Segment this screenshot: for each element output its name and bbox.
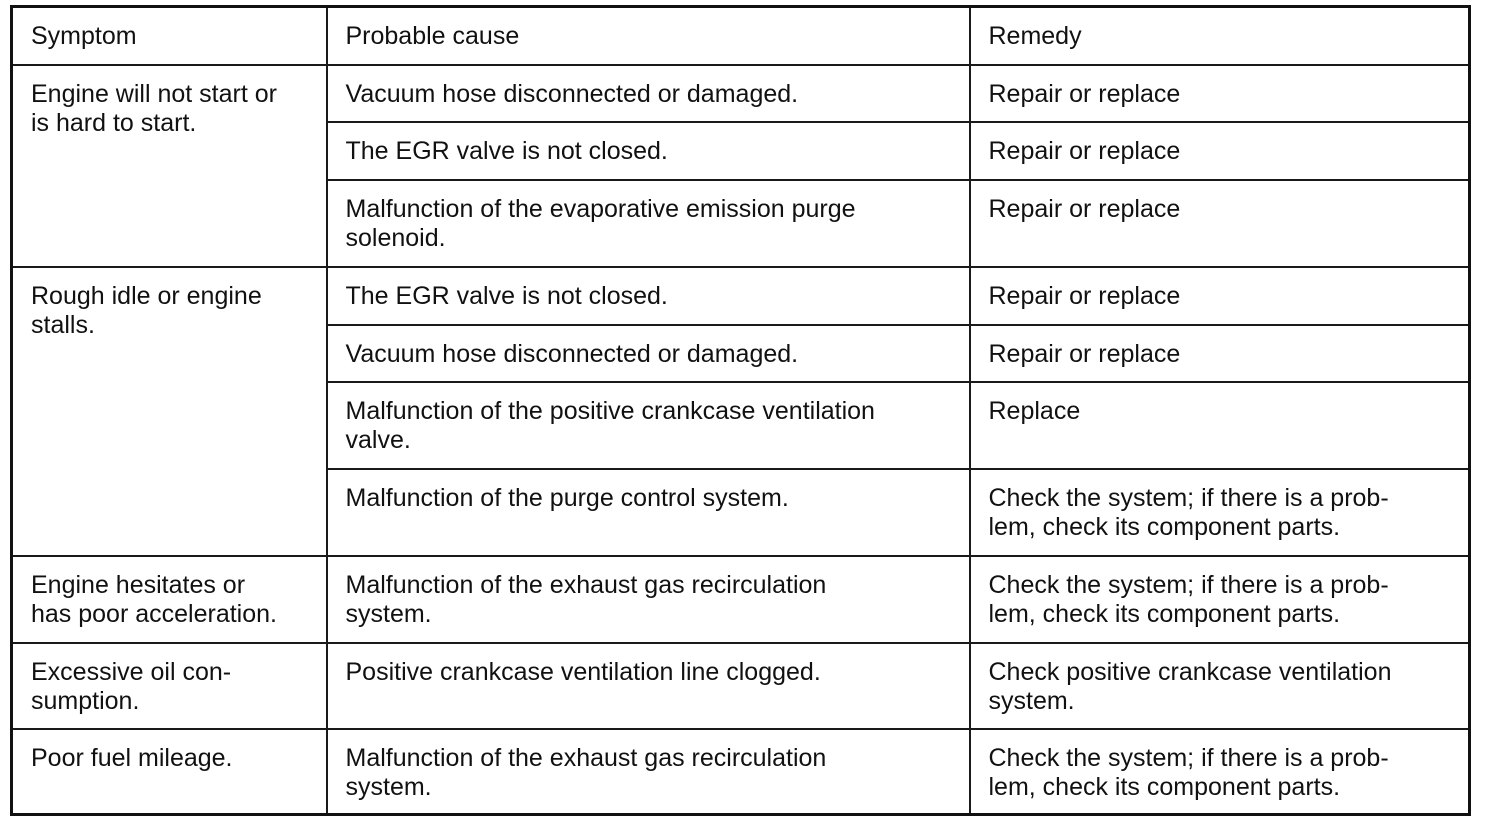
cause-cell: Vacuum hose disconnected or damaged. <box>327 65 970 122</box>
remedy-cell: Repair or replace <box>970 267 1470 325</box>
remedy-cell: Repair or replace <box>970 325 1470 382</box>
remedy-cell: Check positive crankcase ventilation system. <box>970 643 1470 729</box>
cause-cell: Malfunction of the evaporative emission purge solenoid. <box>327 180 970 267</box>
cause-cell: Malfunction of the positive crankcase ventilation valve. <box>327 382 970 469</box>
cause-cell: Positive crankcase ventilation line clogged. <box>327 643 970 729</box>
remedy-cell: Replace <box>970 382 1470 469</box>
header-probable-cause: Probable cause <box>327 7 970 65</box>
cause-cell: Malfunction of the purge control system. <box>327 469 970 556</box>
troubleshooting-table <box>10 5 1471 816</box>
symptom-cell: Excessive oil con- sumption. <box>12 643 327 729</box>
remedy-cell: Repair or replace <box>970 122 1470 180</box>
table-row <box>12 267 1470 325</box>
remedy-cell: Check the system; if there is a prob- lem, check its component parts. <box>970 469 1470 556</box>
header-remedy: Remedy <box>970 7 1470 65</box>
remedy-cell: Repair or replace <box>970 65 1470 122</box>
cause-cell: Malfunction of the exhaust gas recirculation system. <box>327 556 970 643</box>
cause-cell: Malfunction of the exhaust gas recirculation system. <box>327 729 970 815</box>
cause-cell: Vacuum hose disconnected or damaged. <box>327 325 970 382</box>
symptom-cell: Engine will not start or is hard to start. <box>12 65 327 267</box>
cause-cell: The EGR valve is not closed. <box>327 267 970 325</box>
table-row <box>12 65 1470 122</box>
table-row <box>12 643 1470 729</box>
table-row <box>12 729 1470 815</box>
remedy-cell: Repair or replace <box>970 180 1470 267</box>
remedy-cell: Check the system; if there is a prob- lem, check its component parts. <box>970 729 1470 815</box>
table-row <box>12 556 1470 643</box>
cause-cell: The EGR valve is not closed. <box>327 122 970 180</box>
symptom-cell: Engine hesitates or has poor acceleration. <box>12 556 327 643</box>
remedy-cell: Check the system; if there is a prob- lem, check its component parts. <box>970 556 1470 643</box>
header-row <box>12 7 1470 65</box>
symptom-cell: Rough idle or engine stalls. <box>12 267 327 556</box>
header-symptom: Symptom <box>12 7 327 65</box>
symptom-cell: Poor fuel mileage. <box>12 729 327 815</box>
